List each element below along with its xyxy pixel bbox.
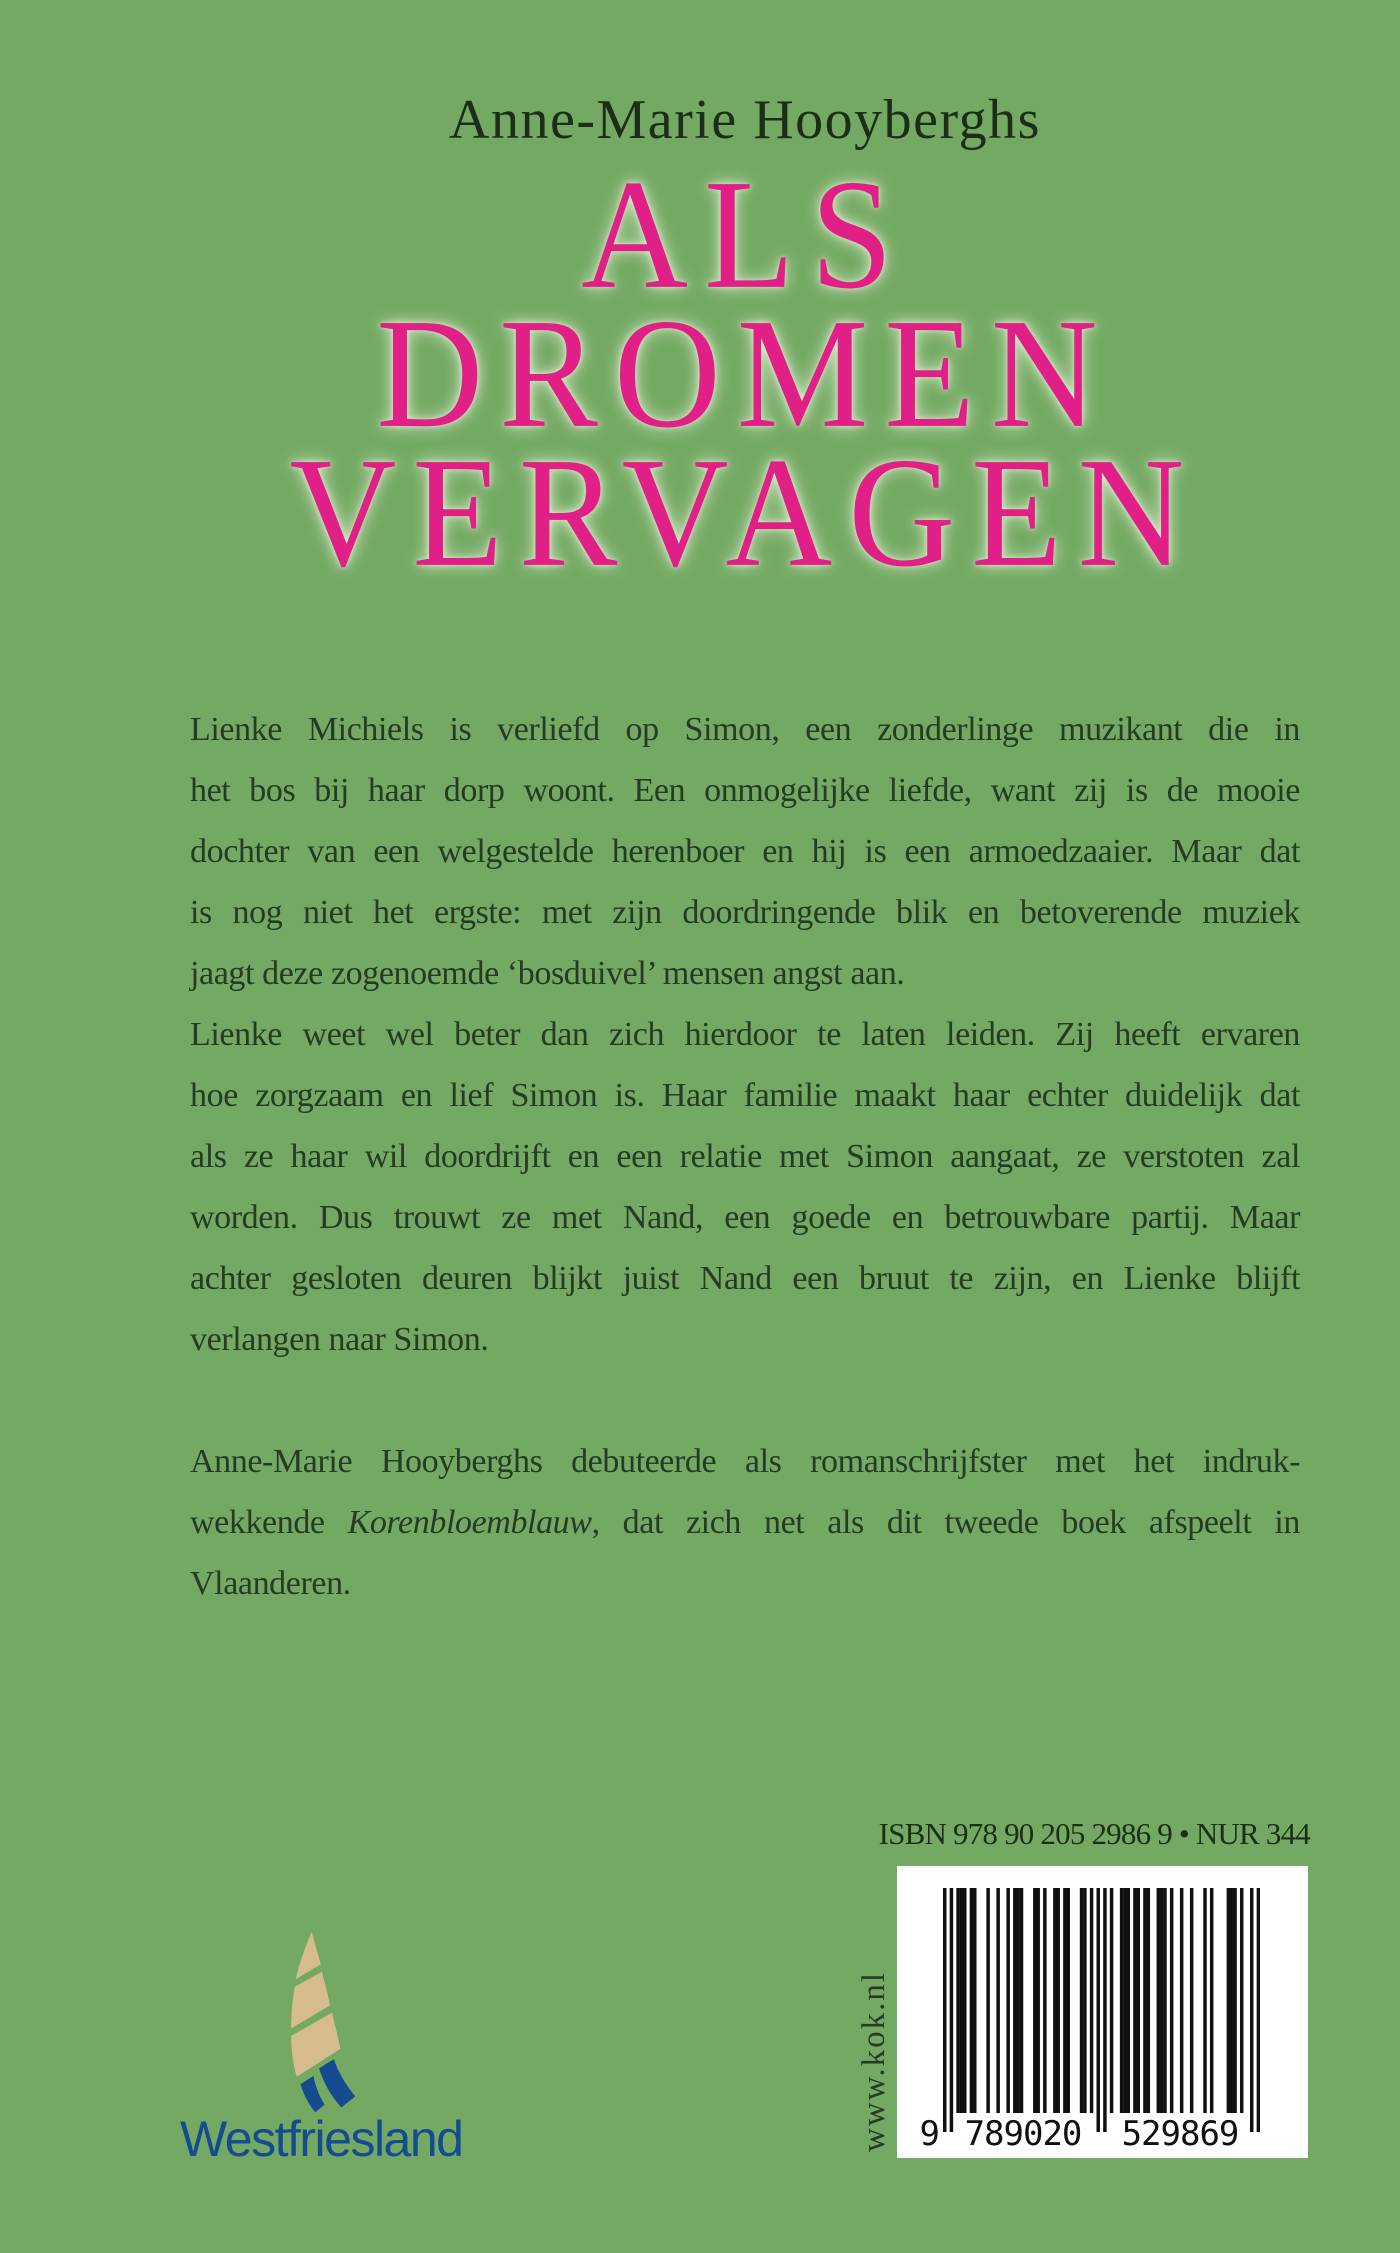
barcode-digits-left: 789020 [964,2114,1082,2154]
title-line-3: VERVAGEN [289,426,1201,600]
about-line-pre: wekkende [190,1504,348,1541]
author-name: Anne-Marie Hooyberghs [449,89,1041,151]
synopsis-line: verlangen naar Simon. [190,1321,489,1358]
sail-icon [250,1928,362,2114]
barcode-bars [943,1888,1260,2132]
website-url: www.kok.nl [856,1970,892,2152]
about-author [190,1431,1300,1614]
publisher-name: Westfriesland [180,2111,463,2167]
synopsis-line: Lienke weet wel beter dan zich hierdoor te laten leiden. Zij heeft ervaren [190,1016,1300,1053]
synopsis-line: jaagt deze zogenoemde ‘bosduivel’ mensen angst aan. [190,955,905,992]
book-title [190,148,1300,600]
synopsis-line: hoe zorgzaam en lief Simon is. Haar familie maakt haar echter duidelijk dat [190,1077,1300,1114]
barcode-digit-first: 9 [919,2114,939,2154]
synopsis-line: dochter van een welgestelde herenboer en hij is een armoedzaaier. Maar dat [190,833,1300,870]
isbn-text: ISBN 978 90 205 2986 9 • NUR 344 [878,1816,1310,1851]
about-line-post: , dat zich net als dit tweede boek afspeelt in [591,1504,1300,1541]
synopsis [190,699,1300,1370]
synopsis-line: het bos bij haar dorp woont. Een onmogelijke liefde, want zij is de mooie [190,772,1300,809]
barcode [897,1866,1308,2158]
synopsis-line: worden. Dus trouwt ze met Nand, een goede en betrouwbare partij. Maar [190,1199,1300,1236]
synopsis-line: achter gesloten deuren blijkt juist Nand een bruut te zijn, en Lienke blijft [190,1260,1300,1297]
referenced-book-title: Korenbloemblauw [347,1504,592,1541]
about-line [190,1492,1300,1553]
barcode-digits-right: 529869 [1121,2114,1239,2154]
synopsis-line: als ze haar wil doordrijft en een relatie met Simon aangaat, ze verstoten zal [190,1138,1300,1175]
title-line-1: ALS [581,148,909,322]
about-line: Vlaanderen. [190,1565,351,1602]
about-line: Anne-Marie Hooyberghs debuteerde als romanschrijfster met het indruk- [190,1443,1300,1480]
synopsis-line: is nog niet het ergste: met zijn doordringende blik en betoverende muziek [190,894,1300,931]
title-line-2: DROMEN [376,287,1114,461]
synopsis-line: Lienke Michiels is verliefd op Simon, een zonderlinge muzikant die in [190,711,1300,748]
